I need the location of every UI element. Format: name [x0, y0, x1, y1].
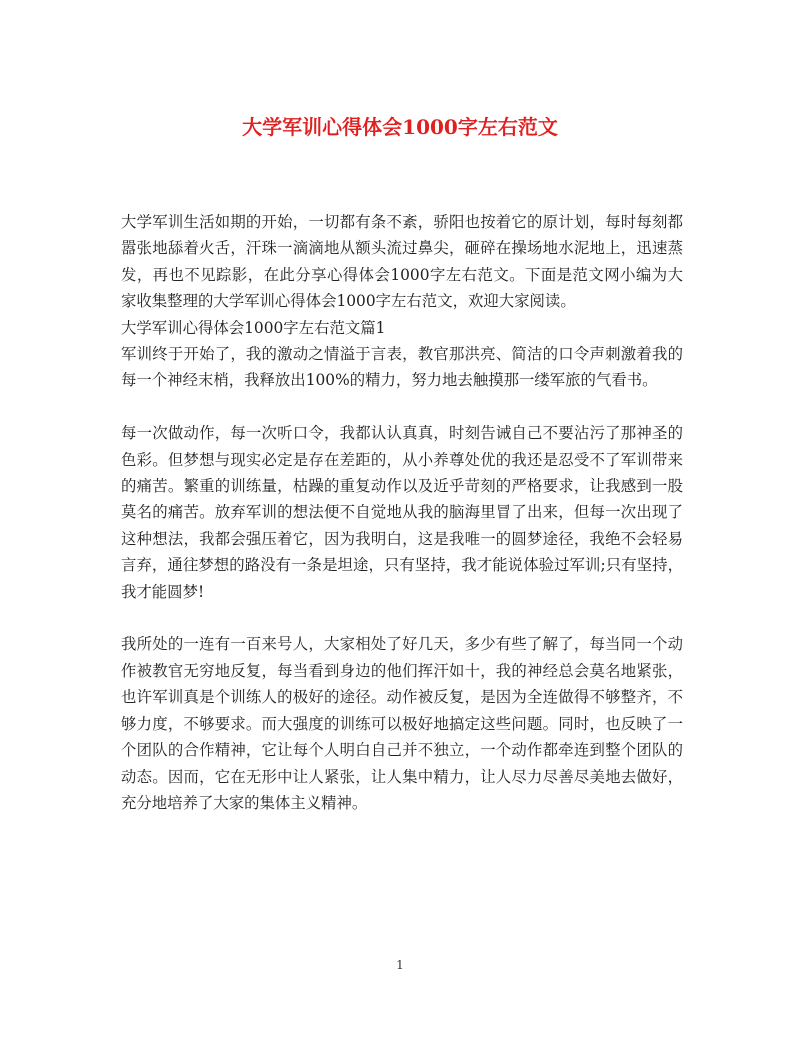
page-number: 1: [396, 958, 404, 972]
intro-paragraph: 大学军训生活如期的开始，一切都有条不紊，骄阳也按着它的原计划，每时每刻都嚣张地舔着火舌，汗珠一滴滴地从额头流过鼻尖，砸碎在操场地水泥地上，迅速蒸发，再也不见踪影，在此分享心得体会1000字左右范文。下面是范文网小编为大家收集整理的大学军训心得体会1000字左右范文，欢迎大家阅读。: [121, 213, 683, 311]
paragraph-gap: [121, 394, 683, 420]
paragraph-gap: [121, 605, 683, 631]
body-paragraph-1: 军训终于开始了，我的激动之情溢于言表，教官那洪亮、简洁的口令声刺激着我的每一个神经末梢，我释放出100%的精力，努力地去触摸那一缕军旅的气看书。: [121, 345, 683, 390]
document-body: [121, 209, 683, 816]
document-title: 大学军训心得体会1000字左右范文: [242, 115, 558, 139]
body-paragraph-3: 我所处的一连有一百来号人，大家相处了好几天，多少有些了解了，每当同一个动作被教官无穷地反复，每当看到身边的他们挥汗如十，我的神经总会莫名地紧张，也许军训真是个训练人的极好的途径。动作被反复，是因为全连做得不够整齐，不够力度，不够要求。而大强度的训练可以极好地搞定这些问题。同时，也反映了一个团队的合作精神，它让每个人明白自己并不独立，一个动作都牵连到整个团队的动态。因而，它在无形中让人紧张，让人集中精力，让人尽力尽善尽美地去做好，充分地培养了大家的集体主义精神。: [121, 635, 683, 812]
section-heading: 大学军训心得体会1000字左右范文篇1: [121, 318, 386, 337]
body-paragraph-2: 每一次做动作，每一次听口令，我都认认真真，时刻告诫自己不要沾污了那神圣的色彩。但梦想与现实必定是存在差距的，从小养尊处优的我还是忍受不了军训带来的痛苦。繁重的训练量，枯躁的重复动作以及近乎苛刻的严格要求，让我感到一股莫名的痛苦。放弃军训的想法便不自觉地从我的脑海里冒了出来，但每一次出现了这种想法，我都会强压着它，因为我明白，这是我唯一的圆梦途径，我绝不会轻易言弃，通往梦想的路没有一条是坦途，只有坚持，我才能说体验过军训;只有坚持，我才能圆梦!: [121, 424, 683, 601]
